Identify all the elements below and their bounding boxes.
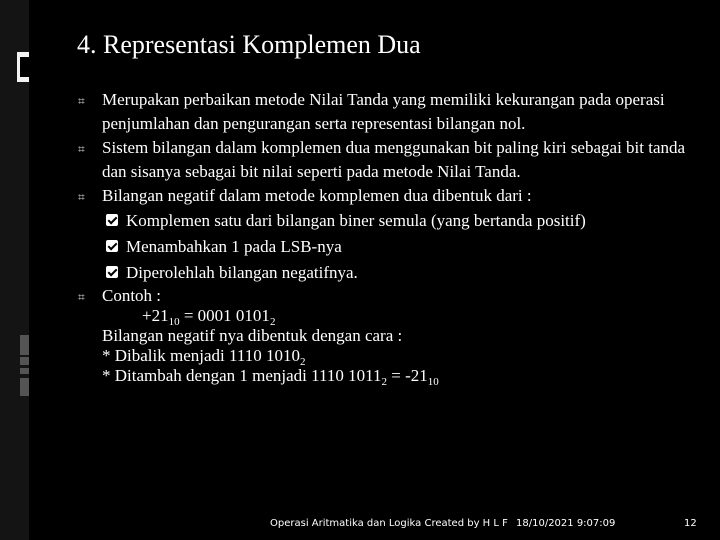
bullet-text: Sistem bilangan dalam komplemen dua menggunakan bit paling kiri sebagai bit tanda dan sisanya sebagai bit nilai seperti pada metode Nilai Tanda.	[102, 138, 686, 181]
example-value: * Dibalik menjadi 1110 1010	[102, 346, 300, 365]
example-value: * Ditambah dengan 1 menjadi 1110 1011	[102, 366, 382, 385]
slide-title: 4. Representasi Komplemen Dua	[77, 30, 421, 59]
bullet-text: Merupakan perbaikan metode Nilai Tanda yang memiliki kekurangan pada operasi penjumlahan dan pengurangan serta representasi bilangan nol.	[102, 90, 665, 133]
sub-list-item	[78, 234, 698, 260]
bar-accent-stripe	[20, 335, 29, 355]
bullet-item	[78, 88, 698, 136]
bullet-icon: ⌗	[78, 190, 85, 204]
example-value: = -21	[387, 366, 428, 385]
checkbox-bullet-icon	[106, 240, 118, 252]
footer-course-text: Operasi Aritmatika dan Logika Created by H L F	[270, 518, 508, 529]
checkbox-bullet-icon	[106, 266, 118, 278]
sub-item-text: Menambahkan 1 pada LSB-nya	[126, 237, 342, 256]
bullet-item	[78, 136, 698, 184]
bullet-item	[78, 184, 698, 208]
bar-accent-stripe	[20, 357, 29, 365]
example-text: Bilangan negatif nya dibentuk dengan cara :	[102, 326, 403, 345]
bullet-item-example	[78, 286, 698, 306]
bullet-text: Bilangan negatif dalam metode komplemen dua dibentuk dari :	[102, 186, 532, 205]
bar-accent-block	[20, 57, 29, 77]
footer-page-number: 12	[684, 518, 697, 529]
example-subscript: 10	[168, 316, 180, 328]
example-subscript: 2	[269, 316, 276, 328]
bullet-icon: ⌗	[78, 290, 85, 304]
bar-accent-stripe	[20, 368, 29, 374]
example-value: +21	[142, 306, 169, 325]
sub-list-item	[78, 208, 698, 234]
footer-datetime: 18/10/2021 9:07:09	[516, 518, 616, 529]
example-line	[78, 346, 698, 366]
example-subscript: 2	[300, 356, 306, 368]
example-subscript: 10	[427, 376, 439, 388]
sub-item-text: Diperolehlah bilangan negatifnya.	[126, 263, 358, 282]
example-line	[78, 306, 698, 326]
example-line	[78, 366, 698, 386]
bullet-list	[78, 88, 698, 386]
sub-item-text: Komplemen satu dari bilangan biner semula (yang bertanda positif)	[126, 211, 586, 230]
example-subscript: 2	[381, 376, 387, 388]
example-value: = 0001 0101	[179, 306, 270, 325]
bullet-icon: ⌗	[78, 142, 85, 156]
sub-list-item	[78, 260, 698, 286]
checkbox-bullet-icon	[106, 214, 118, 226]
example-label: Contoh :	[102, 286, 162, 305]
bar-accent-stripe	[20, 378, 29, 396]
bullet-icon: ⌗	[78, 94, 85, 108]
example-line	[78, 326, 698, 346]
